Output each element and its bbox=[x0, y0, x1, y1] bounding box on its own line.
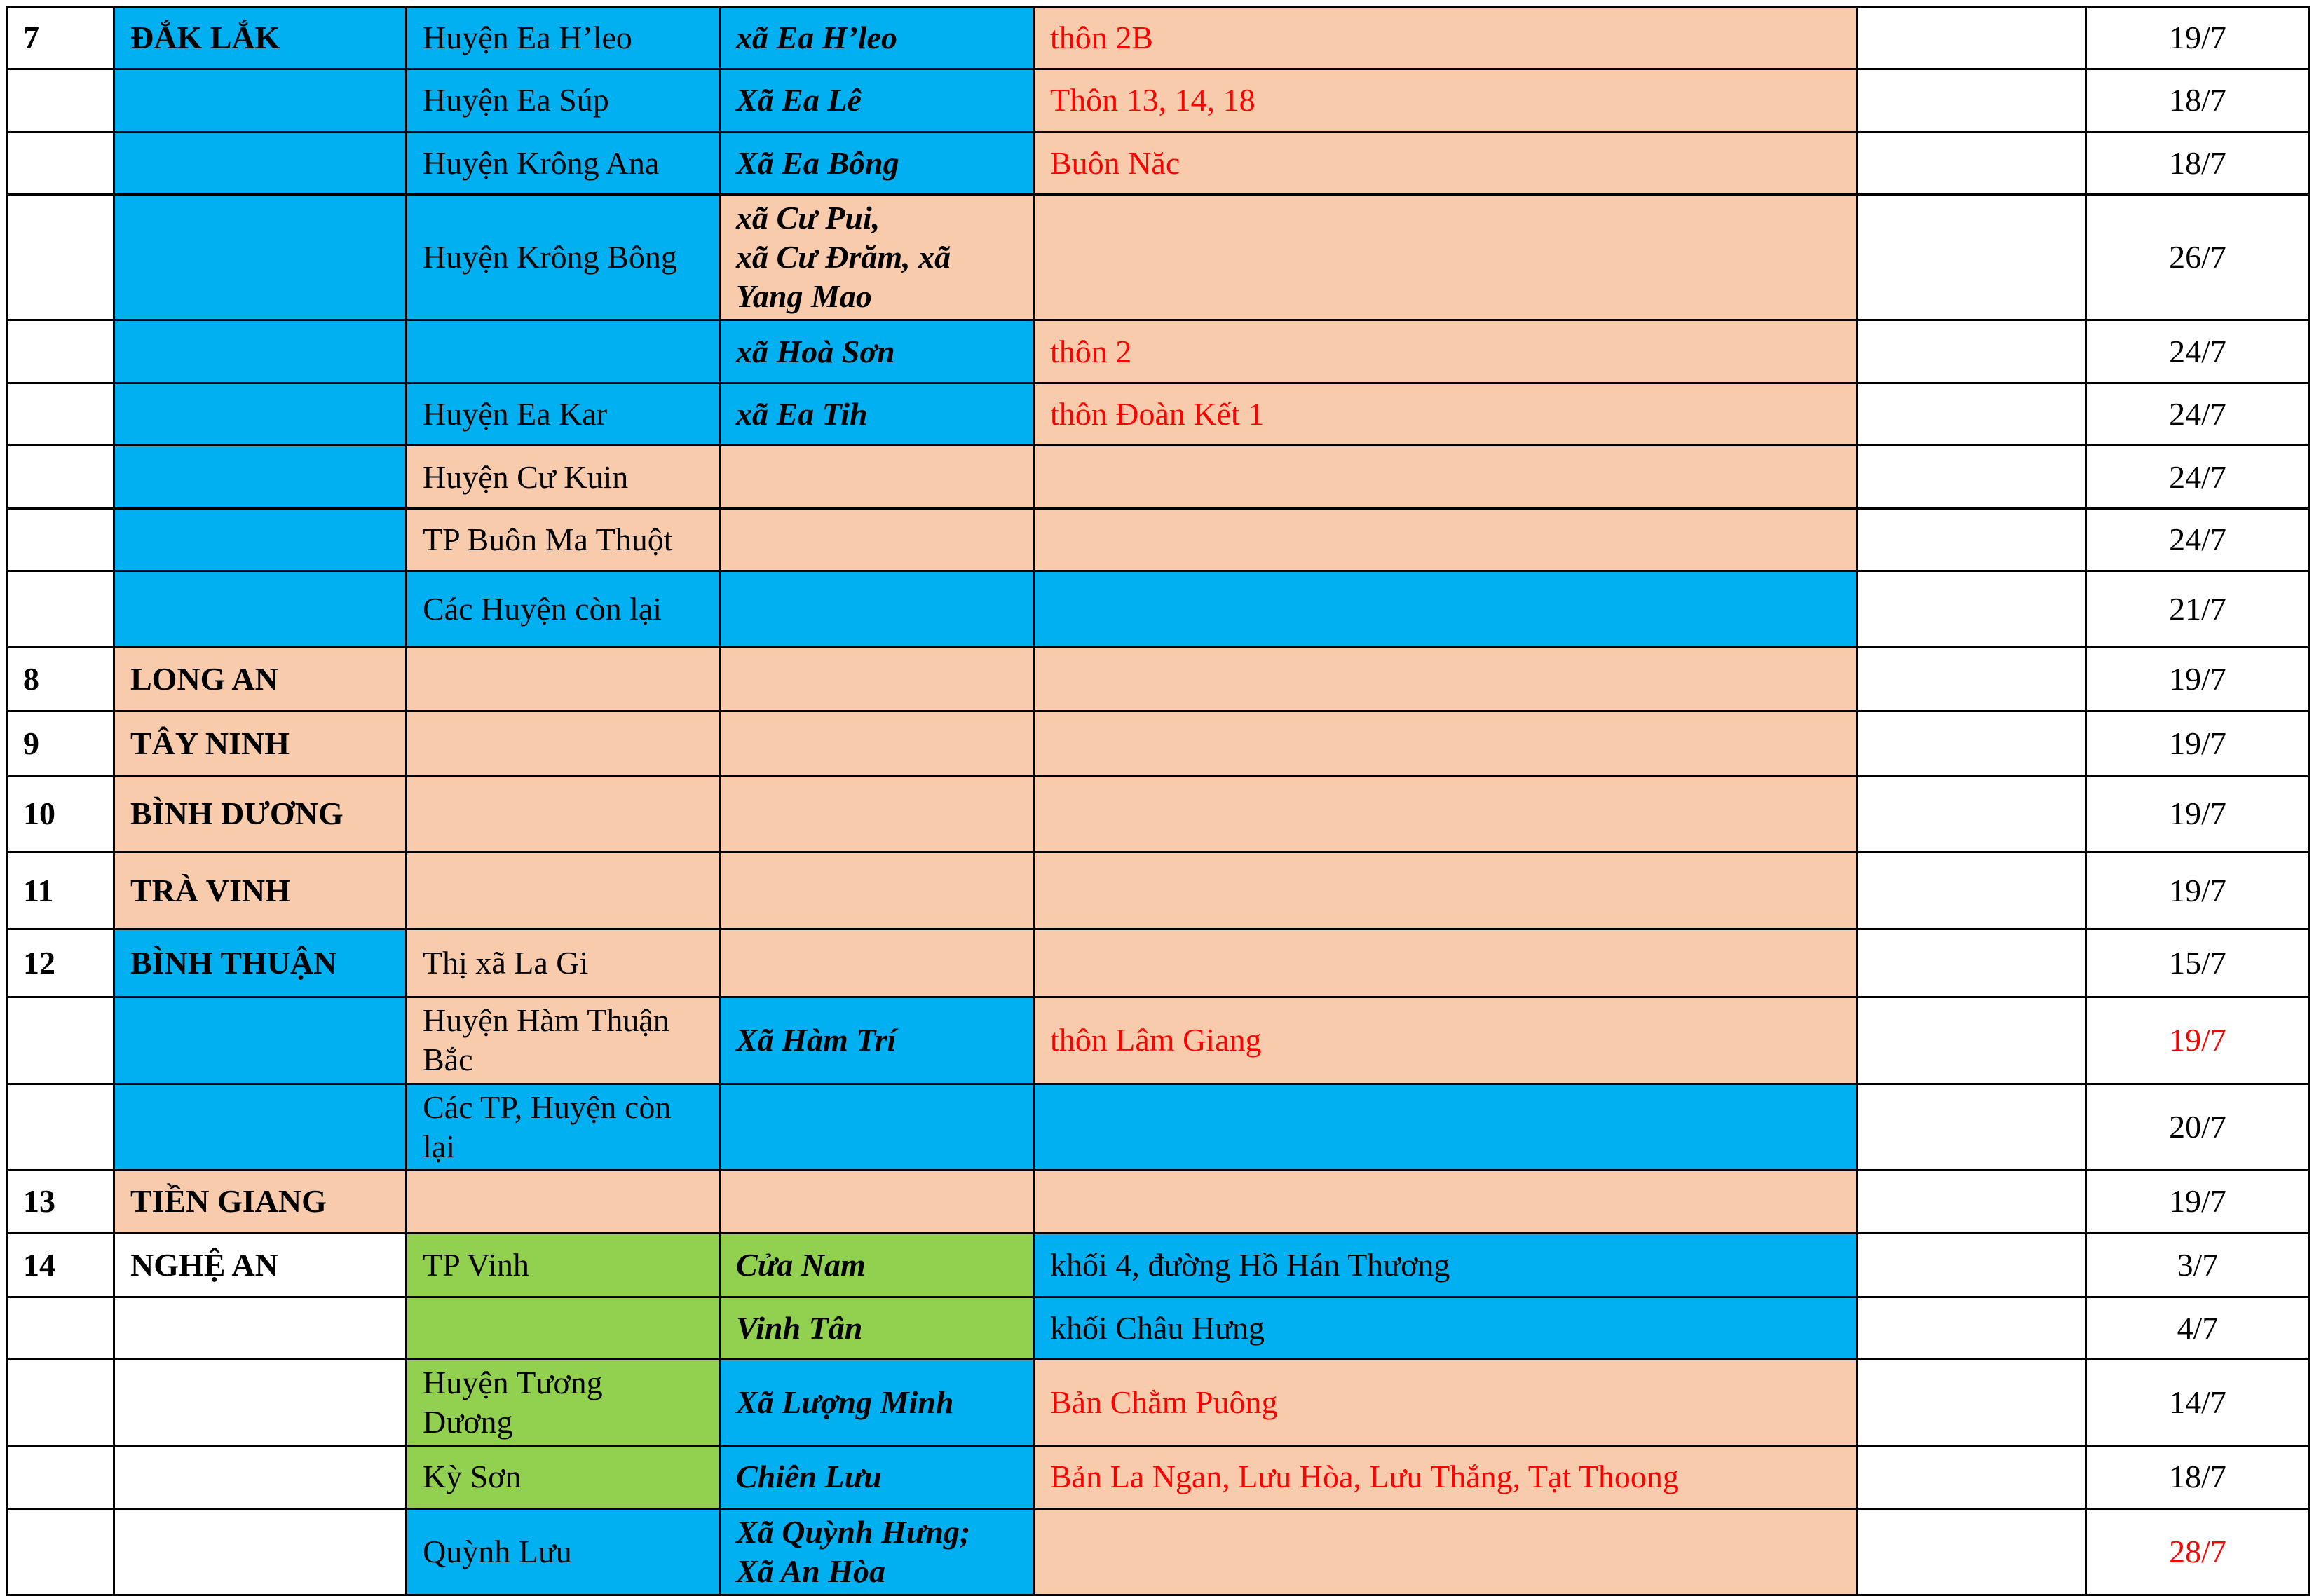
table-row bbox=[7, 1084, 2310, 1170]
province-cell bbox=[114, 1445, 407, 1508]
note-cell bbox=[1858, 929, 2086, 997]
row-number: 7 bbox=[7, 7, 114, 69]
commune-cell bbox=[720, 1084, 1034, 1170]
note-cell bbox=[1858, 1297, 2086, 1359]
table-row bbox=[7, 69, 2310, 132]
district-cell: Kỳ Sơn bbox=[407, 1445, 720, 1508]
village-cell: Bản La Ngan, Lưu Hòa, Lưu Thắng, Tạt Thoong bbox=[1034, 1445, 1858, 1508]
village-cell bbox=[1034, 852, 1858, 929]
outbreak-schedule-table bbox=[6, 6, 2310, 1596]
row-number bbox=[7, 997, 114, 1084]
date-cell: 18/7 bbox=[2086, 1445, 2310, 1508]
commune-line: xã Cư Đrăm, xã bbox=[736, 239, 951, 275]
row-number bbox=[7, 446, 114, 509]
commune-cell: Xã Hàm Trí bbox=[720, 997, 1034, 1084]
province-cell: TIỀN GIANG bbox=[114, 1170, 407, 1233]
commune-cell: Xã Lượng Minh bbox=[720, 1359, 1034, 1445]
commune-line: Xã An Hòa bbox=[736, 1553, 886, 1590]
province-cell: BÌNH DƯƠNG bbox=[114, 776, 407, 852]
district-cell: Quỳnh Lưu bbox=[407, 1508, 720, 1595]
row-number: 14 bbox=[7, 1233, 114, 1297]
date-cell: 18/7 bbox=[2086, 132, 2310, 195]
district-cell: Huyện Ea Kar bbox=[407, 383, 720, 446]
commune-cell bbox=[720, 647, 1034, 711]
note-cell bbox=[1858, 1508, 2086, 1595]
note-cell bbox=[1858, 647, 2086, 711]
province-cell: TRÀ VINH bbox=[114, 852, 407, 929]
date-cell: 21/7 bbox=[2086, 571, 2310, 647]
village-cell: thôn Lâm Giang bbox=[1034, 997, 1858, 1084]
district-cell: Huyện Krông Ana bbox=[407, 132, 720, 195]
date-cell: 4/7 bbox=[2086, 1297, 2310, 1359]
commune-cell: Chiên Lưu bbox=[720, 1445, 1034, 1508]
district-line: Huyện Tương bbox=[423, 1364, 603, 1400]
district-line: Huyện Hàm Thuận bbox=[423, 1002, 669, 1039]
note-cell bbox=[1858, 997, 2086, 1084]
table-row bbox=[7, 132, 2310, 195]
row-number bbox=[7, 571, 114, 647]
commune-line: xã Cư Pui, bbox=[736, 200, 880, 236]
date-cell: 19/7 bbox=[2086, 852, 2310, 929]
village-cell: Buôn Năc bbox=[1034, 132, 1858, 195]
village-cell bbox=[1034, 446, 1858, 509]
village-cell: khối Châu Hưng bbox=[1034, 1297, 1858, 1359]
village-cell: thôn 2 bbox=[1034, 320, 1858, 383]
commune-cell bbox=[720, 852, 1034, 929]
table-row bbox=[7, 7, 2310, 69]
date-cell: 28/7 bbox=[2086, 1508, 2310, 1595]
date-cell: 19/7 bbox=[2086, 776, 2310, 852]
row-number: 10 bbox=[7, 776, 114, 852]
village-cell bbox=[1034, 711, 1858, 776]
village-cell bbox=[1034, 1170, 1858, 1233]
district-cell: Huyện Ea H’leo bbox=[407, 7, 720, 69]
table-row bbox=[7, 320, 2310, 383]
commune-cell: xã Hoà Sơn bbox=[720, 320, 1034, 383]
district-line: lại bbox=[423, 1128, 455, 1164]
district-cell: Huyện Cư Kuin bbox=[407, 446, 720, 509]
table-row bbox=[7, 776, 2310, 852]
commune-cell: xã Ea Tih bbox=[720, 383, 1034, 446]
note-cell bbox=[1858, 1359, 2086, 1445]
commune-cell bbox=[720, 571, 1034, 647]
row-number bbox=[7, 1359, 114, 1445]
commune-cell bbox=[720, 509, 1034, 571]
note-cell bbox=[1858, 1445, 2086, 1508]
commune-cell: Xã Ea Lê bbox=[720, 69, 1034, 132]
province-cell bbox=[114, 69, 407, 132]
village-cell bbox=[1034, 509, 1858, 571]
note-cell bbox=[1858, 1233, 2086, 1297]
note-cell bbox=[1858, 195, 2086, 320]
district-cell: Huyện Krông Bông bbox=[407, 195, 720, 320]
province-cell bbox=[114, 1297, 407, 1359]
note-cell bbox=[1858, 7, 2086, 69]
note-cell bbox=[1858, 776, 2086, 852]
date-cell: 19/7 bbox=[2086, 1170, 2310, 1233]
date-cell: 14/7 bbox=[2086, 1359, 2310, 1445]
commune-line: Xã Quỳnh Hưng; bbox=[736, 1513, 971, 1550]
village-cell bbox=[1034, 1508, 1858, 1595]
table-row bbox=[7, 1445, 2310, 1508]
date-cell: 19/7 bbox=[2086, 7, 2310, 69]
village-cell bbox=[1034, 929, 1858, 997]
row-number bbox=[7, 1445, 114, 1508]
table-row bbox=[7, 195, 2310, 320]
province-cell: ĐẮK LẮK bbox=[114, 7, 407, 69]
village-cell bbox=[1034, 776, 1858, 852]
commune-cell bbox=[720, 1170, 1034, 1233]
district-cell bbox=[407, 1359, 720, 1445]
note-cell bbox=[1858, 320, 2086, 383]
note-cell bbox=[1858, 571, 2086, 647]
village-cell bbox=[1034, 1084, 1858, 1170]
row-number bbox=[7, 320, 114, 383]
date-cell: 24/7 bbox=[2086, 320, 2310, 383]
province-cell: NGHỆ AN bbox=[114, 1233, 407, 1297]
district-cell: Các Huyện còn lại bbox=[407, 571, 720, 647]
district-cell bbox=[407, 852, 720, 929]
date-cell: 18/7 bbox=[2086, 69, 2310, 132]
table-row bbox=[7, 1233, 2310, 1297]
district-cell bbox=[407, 711, 720, 776]
row-number: 13 bbox=[7, 1170, 114, 1233]
district-cell bbox=[407, 1297, 720, 1359]
row-number bbox=[7, 1508, 114, 1595]
commune-cell bbox=[720, 195, 1034, 320]
commune-cell: Xã Ea Bông bbox=[720, 132, 1034, 195]
note-cell bbox=[1858, 711, 2086, 776]
table-row bbox=[7, 509, 2310, 571]
village-cell: thôn Đoàn Kết 1 bbox=[1034, 383, 1858, 446]
row-number bbox=[7, 69, 114, 132]
commune-cell: xã Ea H’leo bbox=[720, 7, 1034, 69]
row-number bbox=[7, 1084, 114, 1170]
date-cell: 24/7 bbox=[2086, 446, 2310, 509]
row-number bbox=[7, 1297, 114, 1359]
note-cell bbox=[1858, 446, 2086, 509]
table-row bbox=[7, 647, 2310, 711]
commune-cell bbox=[720, 711, 1034, 776]
province-cell bbox=[114, 320, 407, 383]
district-cell bbox=[407, 776, 720, 852]
village-cell bbox=[1034, 647, 1858, 711]
table-row bbox=[7, 852, 2310, 929]
date-cell: 19/7 bbox=[2086, 647, 2310, 711]
commune-cell bbox=[720, 1508, 1034, 1595]
commune-cell bbox=[720, 446, 1034, 509]
date-cell: 19/7 bbox=[2086, 997, 2310, 1084]
commune-cell: Cửa Nam bbox=[720, 1233, 1034, 1297]
date-cell: 24/7 bbox=[2086, 383, 2310, 446]
table-row bbox=[7, 1359, 2310, 1445]
district-cell: TP Buôn Ma Thuột bbox=[407, 509, 720, 571]
table-row bbox=[7, 929, 2310, 997]
district-cell bbox=[407, 997, 720, 1084]
district-line: Các TP, Huyện còn bbox=[423, 1089, 672, 1125]
district-cell: TP Vinh bbox=[407, 1233, 720, 1297]
row-number: 9 bbox=[7, 711, 114, 776]
note-cell bbox=[1858, 1170, 2086, 1233]
district-line: Bắc bbox=[423, 1042, 473, 1078]
village-cell: Thôn 13, 14, 18 bbox=[1034, 69, 1858, 132]
note-cell bbox=[1858, 383, 2086, 446]
table-row bbox=[7, 1170, 2310, 1233]
district-cell bbox=[407, 647, 720, 711]
row-number bbox=[7, 383, 114, 446]
village-cell: khối 4, đường Hồ Hán Thương bbox=[1034, 1233, 1858, 1297]
row-number: 8 bbox=[7, 647, 114, 711]
table-row bbox=[7, 571, 2310, 647]
date-cell: 20/7 bbox=[2086, 1084, 2310, 1170]
province-cell: TÂY NINH bbox=[114, 711, 407, 776]
date-cell: 15/7 bbox=[2086, 929, 2310, 997]
date-cell: 26/7 bbox=[2086, 195, 2310, 320]
row-number: 11 bbox=[7, 852, 114, 929]
province-cell bbox=[114, 132, 407, 195]
province-cell bbox=[114, 446, 407, 509]
date-cell: 24/7 bbox=[2086, 509, 2310, 571]
province-cell bbox=[114, 509, 407, 571]
note-cell bbox=[1858, 509, 2086, 571]
table-row bbox=[7, 711, 2310, 776]
province-cell bbox=[114, 1508, 407, 1595]
district-cell bbox=[407, 320, 720, 383]
note-cell bbox=[1858, 1084, 2086, 1170]
table-row bbox=[7, 446, 2310, 509]
table-row bbox=[7, 997, 2310, 1084]
date-cell: 3/7 bbox=[2086, 1233, 2310, 1297]
village-cell: thôn 2B bbox=[1034, 7, 1858, 69]
province-cell bbox=[114, 1084, 407, 1170]
date-cell: 19/7 bbox=[2086, 711, 2310, 776]
table-row bbox=[7, 1297, 2310, 1359]
province-cell bbox=[114, 383, 407, 446]
commune-cell bbox=[720, 929, 1034, 997]
province-cell bbox=[114, 571, 407, 647]
table-row bbox=[7, 1508, 2310, 1595]
district-line: Dương bbox=[423, 1403, 513, 1440]
commune-cell bbox=[720, 776, 1034, 852]
note-cell bbox=[1858, 852, 2086, 929]
district-cell bbox=[407, 1170, 720, 1233]
province-cell: LONG AN bbox=[114, 647, 407, 711]
village-cell: Bản Chằm Puông bbox=[1034, 1359, 1858, 1445]
commune-line: Yang Mao bbox=[736, 278, 872, 315]
village-cell bbox=[1034, 195, 1858, 320]
district-cell bbox=[407, 1084, 720, 1170]
district-cell: Huyện Ea Súp bbox=[407, 69, 720, 132]
province-cell: BÌNH THUẬN bbox=[114, 929, 407, 997]
province-cell bbox=[114, 195, 407, 320]
note-cell bbox=[1858, 69, 2086, 132]
note-cell bbox=[1858, 132, 2086, 195]
row-number bbox=[7, 132, 114, 195]
row-number bbox=[7, 195, 114, 320]
province-cell bbox=[114, 997, 407, 1084]
province-cell bbox=[114, 1359, 407, 1445]
village-cell bbox=[1034, 571, 1858, 647]
district-cell: Thị xã La Gi bbox=[407, 929, 720, 997]
table-row bbox=[7, 383, 2310, 446]
commune-cell: Vinh Tân bbox=[720, 1297, 1034, 1359]
row-number bbox=[7, 509, 114, 571]
row-number: 12 bbox=[7, 929, 114, 997]
